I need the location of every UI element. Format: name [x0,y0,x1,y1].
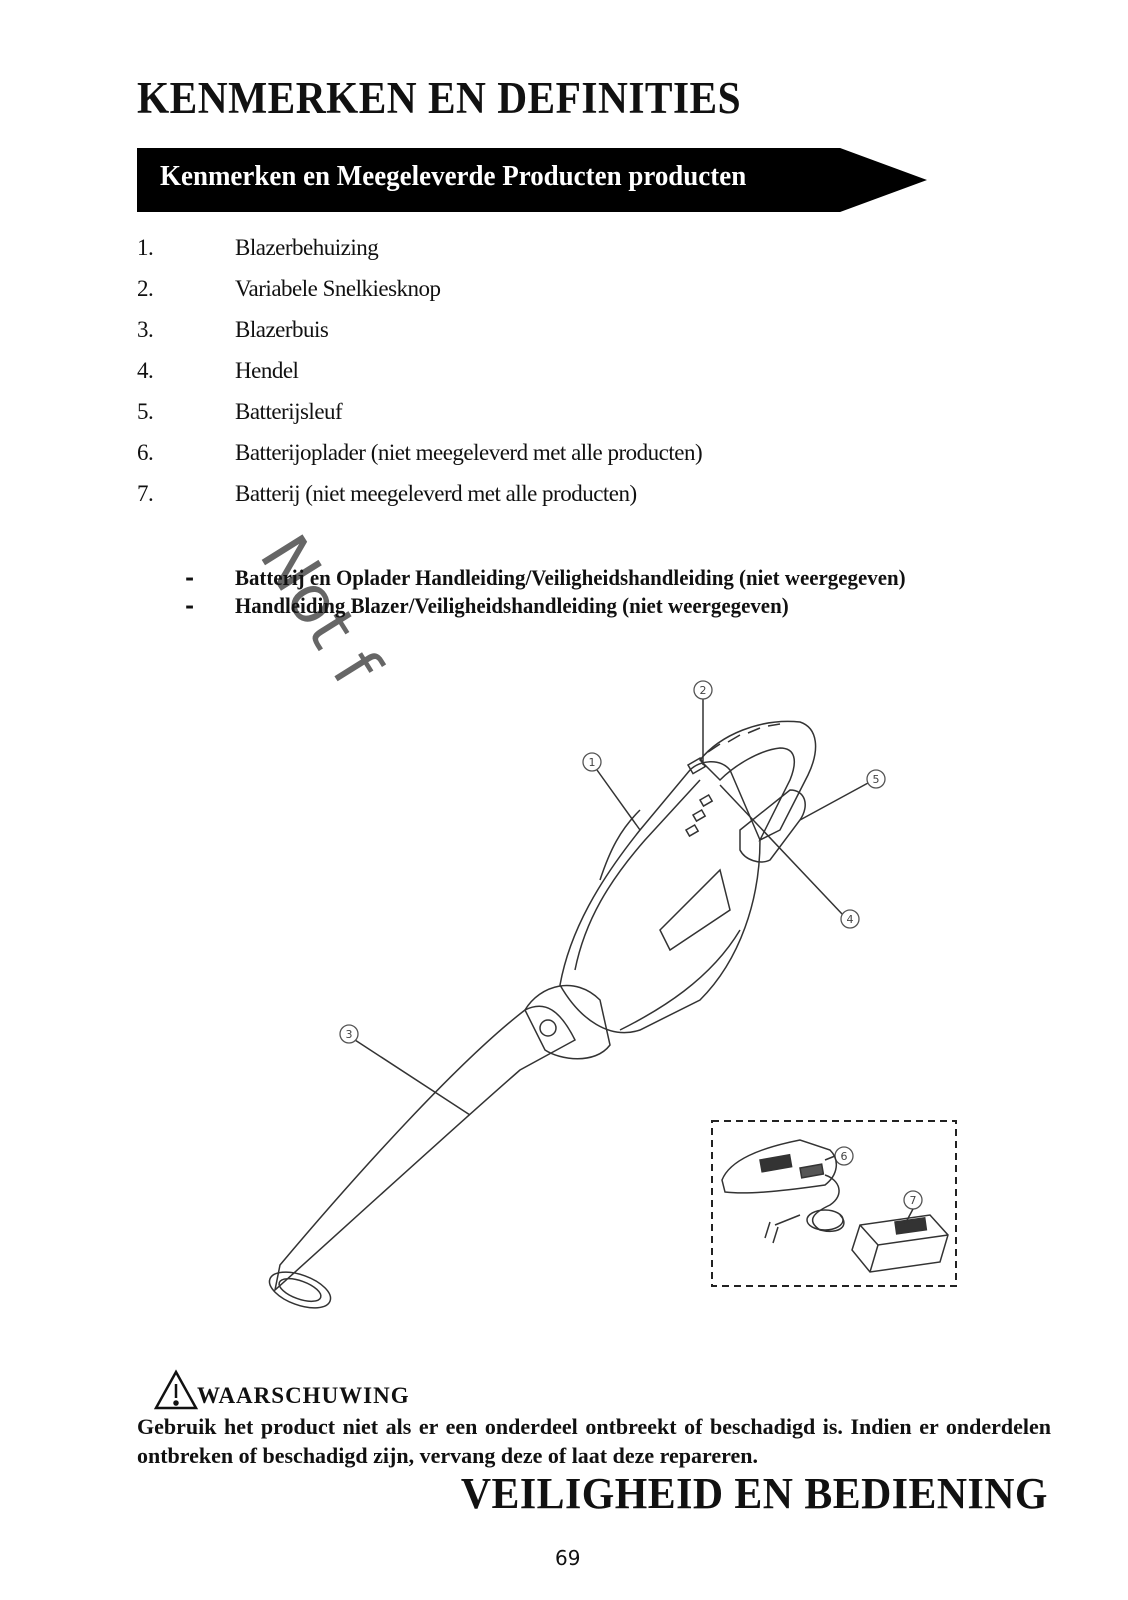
included-item-label: Batterij en Oplader Handleiding/Veiligheidshandleiding (niet weergegeven) [235,565,906,590]
page-title: KENMERKEN EN DEFINITIES [137,73,742,123]
feature-label: Hendel [235,358,299,383]
bullet-dash: - [185,565,195,591]
blower-tube [275,1006,575,1290]
feature-label: Blazerbehuizing [235,235,379,260]
feature-number: 4. [137,358,154,383]
banner-title: Kenmerken en Meegeleverde Producten producten [160,160,747,192]
page-number: 69 [555,1546,581,1570]
feature-number: 6. [137,440,154,465]
callout-label: 2 [699,684,707,697]
feature-label: Batterijsleuf [235,399,343,424]
warning-body: Gebruik het product niet als er een onderdeel ontbreekt of beschadigd is. Indien er onderdelen ontbreken of beschadigd zijn, vervang deze of laat deze repareren. [137,1414,1051,1468]
feature-label: Batterij (niet meegeleverd met alle producten) [235,481,637,506]
callout-label: 4 [846,913,854,926]
callout-label: 1 [588,756,596,769]
feature-label: Blazerbuis [235,317,329,342]
feature-number: 7. [137,481,154,506]
feature-label: Variabele Snelkiesknop [235,276,441,301]
warning-title: WAARSCHUWING [197,1383,410,1408]
feature-label: Batterijoplader (niet meegeleverd met alle producten) [235,440,703,465]
section-title: VEILIGHEID EN BEDIENING [461,1469,1048,1518]
warning-triangle-icon [156,1372,196,1408]
feature-number: 3. [137,317,154,342]
bullet-dash: - [185,593,195,619]
speed-dial-knob [540,1020,556,1036]
included-item-label: Handleiding Blazer/Veiligheidshandleiding (niet weergegeven) [235,593,789,618]
callout-label: 5 [872,773,880,786]
feature-number: 1. [137,235,154,260]
feature-number: 2. [137,276,154,301]
callout-label: 6 [840,1150,848,1163]
callout-label: 7 [909,1194,917,1207]
callout-label: 3 [345,1028,353,1041]
feature-number: 5. [137,399,154,424]
watermark: Not f [244,522,395,699]
